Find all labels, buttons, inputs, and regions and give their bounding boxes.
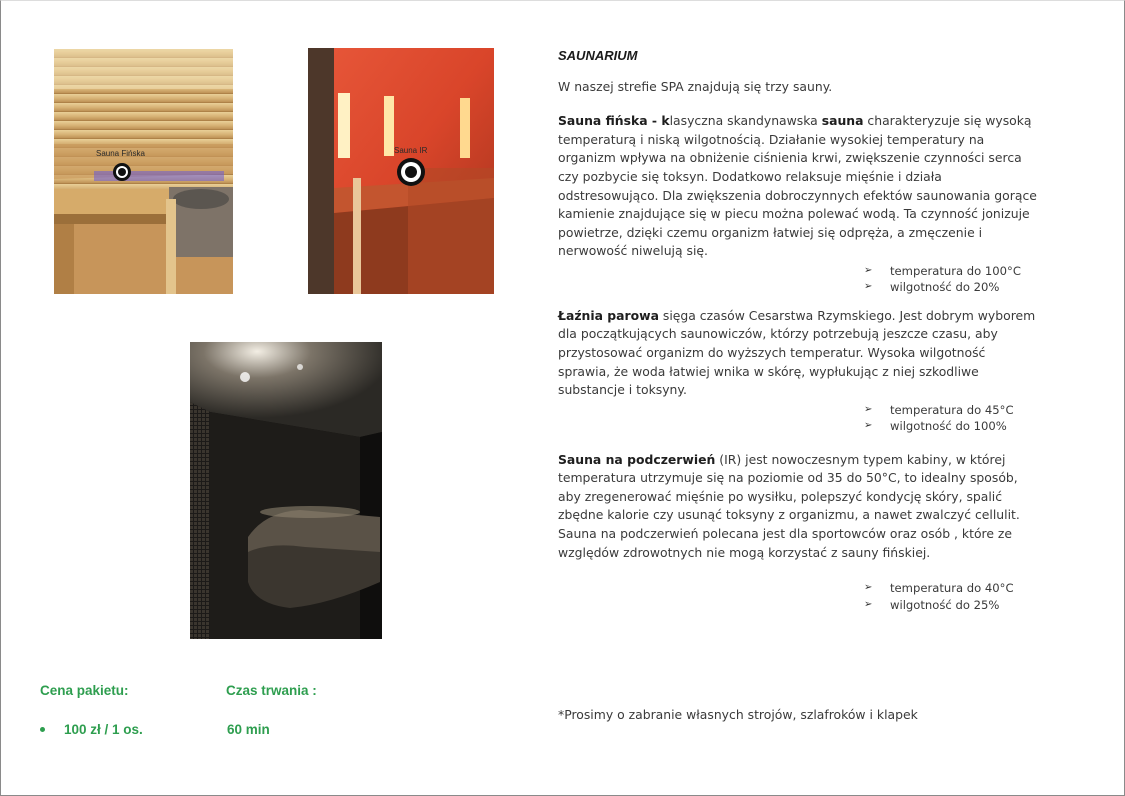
description-column: [558, 47, 1038, 613]
footnote: *Prosimy o zabranie własnych strojów, szlafroków i klapek: [558, 707, 918, 722]
finnish-sauna-label: Sauna Fińska: [96, 149, 145, 158]
list-item: ➢ temperatura do 40°C: [864, 581, 1014, 596]
bullet-dot-icon: [40, 727, 45, 732]
section-infrared-sauna: [558, 451, 1038, 613]
section-steam-bath: [558, 307, 1038, 435]
list-item: ➢ wilgotność do 25%: [864, 597, 1000, 612]
finnish-sauna-word: sauna: [821, 113, 864, 129]
finnish-sauna-body: charakteryzuje się wysoką temperaturą i niską wilgotnością. Działanie wysokiej temperatury na organizm wpływa na obniżenie ciśnienia krwi, zwiększenie czynności serca czy pozbycie się toksyn. Dodatkowo relaksuje mięśnie i działa odstresowująco. Dla zwiększenia dobroczynnych efektów saunowania gorące kamienie znajdujące się w piecu można polewać wodą. Ta czynność jonizuje powietrze, dzięki czemu organizm łatwiej się odpręża, a zmęczenie i nerwowość niwelują się.: [558, 113, 1037, 259]
list-item: ➢ wilgotność do 20%: [864, 280, 1000, 295]
section-finnish-sauna: [558, 112, 1038, 296]
arrow-bullet-icon: ➢: [864, 420, 873, 432]
finnish-sauna-specs: [558, 263, 1038, 296]
ir-sauna-marker-icon: [397, 158, 425, 186]
infrared-sauna-specs: [558, 580, 1038, 613]
steam-bath-specs: [558, 402, 1038, 435]
finnish-sauna-photo: [54, 49, 233, 294]
duration-label: Czas trwania :: [226, 683, 317, 698]
page-title: SAUNARIUM: [558, 48, 638, 63]
steam-bath-lead: Łaźnia parowa: [558, 307, 659, 323]
infrared-sauna-body: (IR) jest nowoczesnym typem kabiny, w której temperatura utrzymuje się na poziomie od 35 do 50°C, to idealny sposób, aby zregenerować mięśnie po wysiłku, polepszyć kondycję skóry, spalić zbędne kalorie czy usunąć toksyny z organizmu, a nawet zwalczyć cellulit. Sauna na podczerwień polecana jest dla sportowców oraz osób , które ze względów zdrowotnych nie mogą korzystać z sauny fińskiej.: [558, 451, 1020, 560]
list-item: ➢ temperatura do 100°C: [864, 263, 1021, 278]
arrow-bullet-icon: ➢: [864, 582, 873, 594]
steam-bath-body: sięga czasów Cesarstwa Rzymskiego. Jest dobrym wyborem dla początkujących saunowiczów, którzy potrzebują jeszcze czasu, aby przystosować organizm do wyższych temperatur. Wysoka wilgotność sprawia, że woda łatwiej wnika w skórę, wypłukując z niej szkodliwe substancje i toksyny.: [558, 307, 1036, 398]
finnish-sauna-marker-icon: [113, 163, 131, 181]
duration-value: 60 min: [227, 722, 270, 737]
list-item: ➢ temperatura do 45°C: [864, 402, 1014, 417]
ir-sauna-photo: [308, 48, 494, 294]
list-item: ➢ wilgotność do 100%: [864, 419, 1007, 434]
steam-room-photo: [190, 342, 382, 639]
arrow-bullet-icon: ➢: [864, 281, 873, 293]
infrared-sauna-lead: Sauna na podczerwień: [558, 451, 716, 467]
ir-sauna-label: Sauna IR: [394, 146, 428, 155]
arrow-bullet-icon: ➢: [864, 403, 873, 415]
finnish-sauna-lead-rest: lasyczna skandynawska: [669, 113, 822, 129]
finnish-sauna-lead: Sauna fińska - k: [558, 113, 670, 129]
intro-text: W naszej strefie SPA znajdują się trzy sauny.: [558, 78, 833, 94]
arrow-bullet-icon: ➢: [864, 264, 873, 276]
arrow-bullet-icon: ➢: [864, 598, 873, 610]
price-label: Cena pakietu:: [40, 683, 129, 698]
price-value: 100 zł / 1 os.: [64, 722, 143, 737]
